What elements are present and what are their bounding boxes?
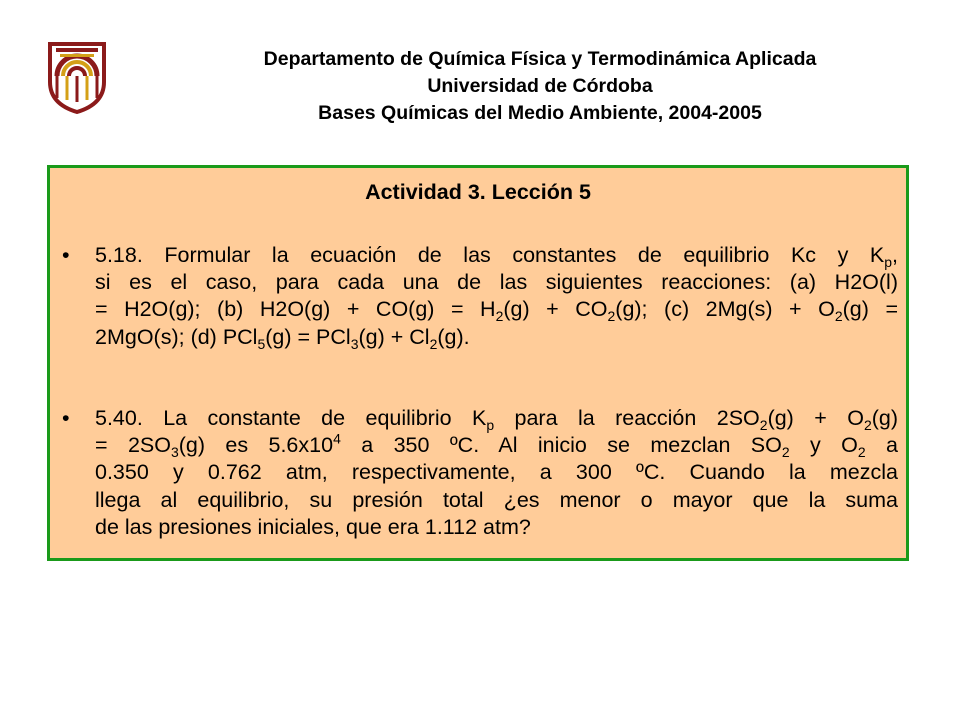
exercise-line: de las presiones iniciales, que era 1.112 atm? bbox=[95, 514, 531, 539]
department-name: Departamento de Química Física y Termodinámica Aplicada bbox=[263, 48, 817, 70]
exercise-line: = $2SO_3(g)$ es $5.6x10^4$ a 350 ºC. Al inicio se mezclan $SO_2$ y $O_2$ a bbox=[95, 430, 898, 461]
exercise-line: 2MgO(s); (d) $PCl_5(g) = PCl_3(g) + Cl_2(g)$. bbox=[95, 324, 470, 352]
exercise-line: = H2O(g); (b) $H2O(g) + CO(g) = H_2(g) + CO_2(g)$; (c) $2Mg(s) + O_2(g)$ = bbox=[95, 297, 898, 325]
activity-title: Actividad 3. Lección 5 bbox=[365, 180, 591, 204]
exercise-line: si es el caso, para cada una de las siguientes reacciones: (a) H2O(l) bbox=[95, 270, 898, 295]
page-header bbox=[120, 46, 960, 127]
bullet-icon: • bbox=[62, 406, 70, 430]
university-name: Universidad de Córdoba bbox=[427, 75, 653, 97]
activity-box bbox=[47, 165, 909, 561]
exercise-line: llega al equilibrio, su presión total ¿es menor o mayor que la suma bbox=[95, 487, 898, 512]
course-title: Bases Químicas del Medio Ambiente, 2004-2005 bbox=[318, 102, 762, 124]
exercise-text bbox=[95, 405, 898, 541]
university-crest-icon bbox=[46, 40, 108, 114]
bullet-icon: • bbox=[62, 243, 70, 267]
exercise-line: 5.40. La constante de equilibrio $K_p$ para la reacción $2SO_2(g) + O_2(g)$ bbox=[95, 406, 898, 433]
exercise-line: 0.350 y 0.762 atm, respectivamente, a 300 ºC. Cuando la mezcla bbox=[95, 460, 898, 485]
exercise-text bbox=[95, 242, 898, 351]
exercise-line: 5.18. Formular la ecuación de las constantes de equilibrio Kc y $K_p$, bbox=[95, 243, 898, 270]
